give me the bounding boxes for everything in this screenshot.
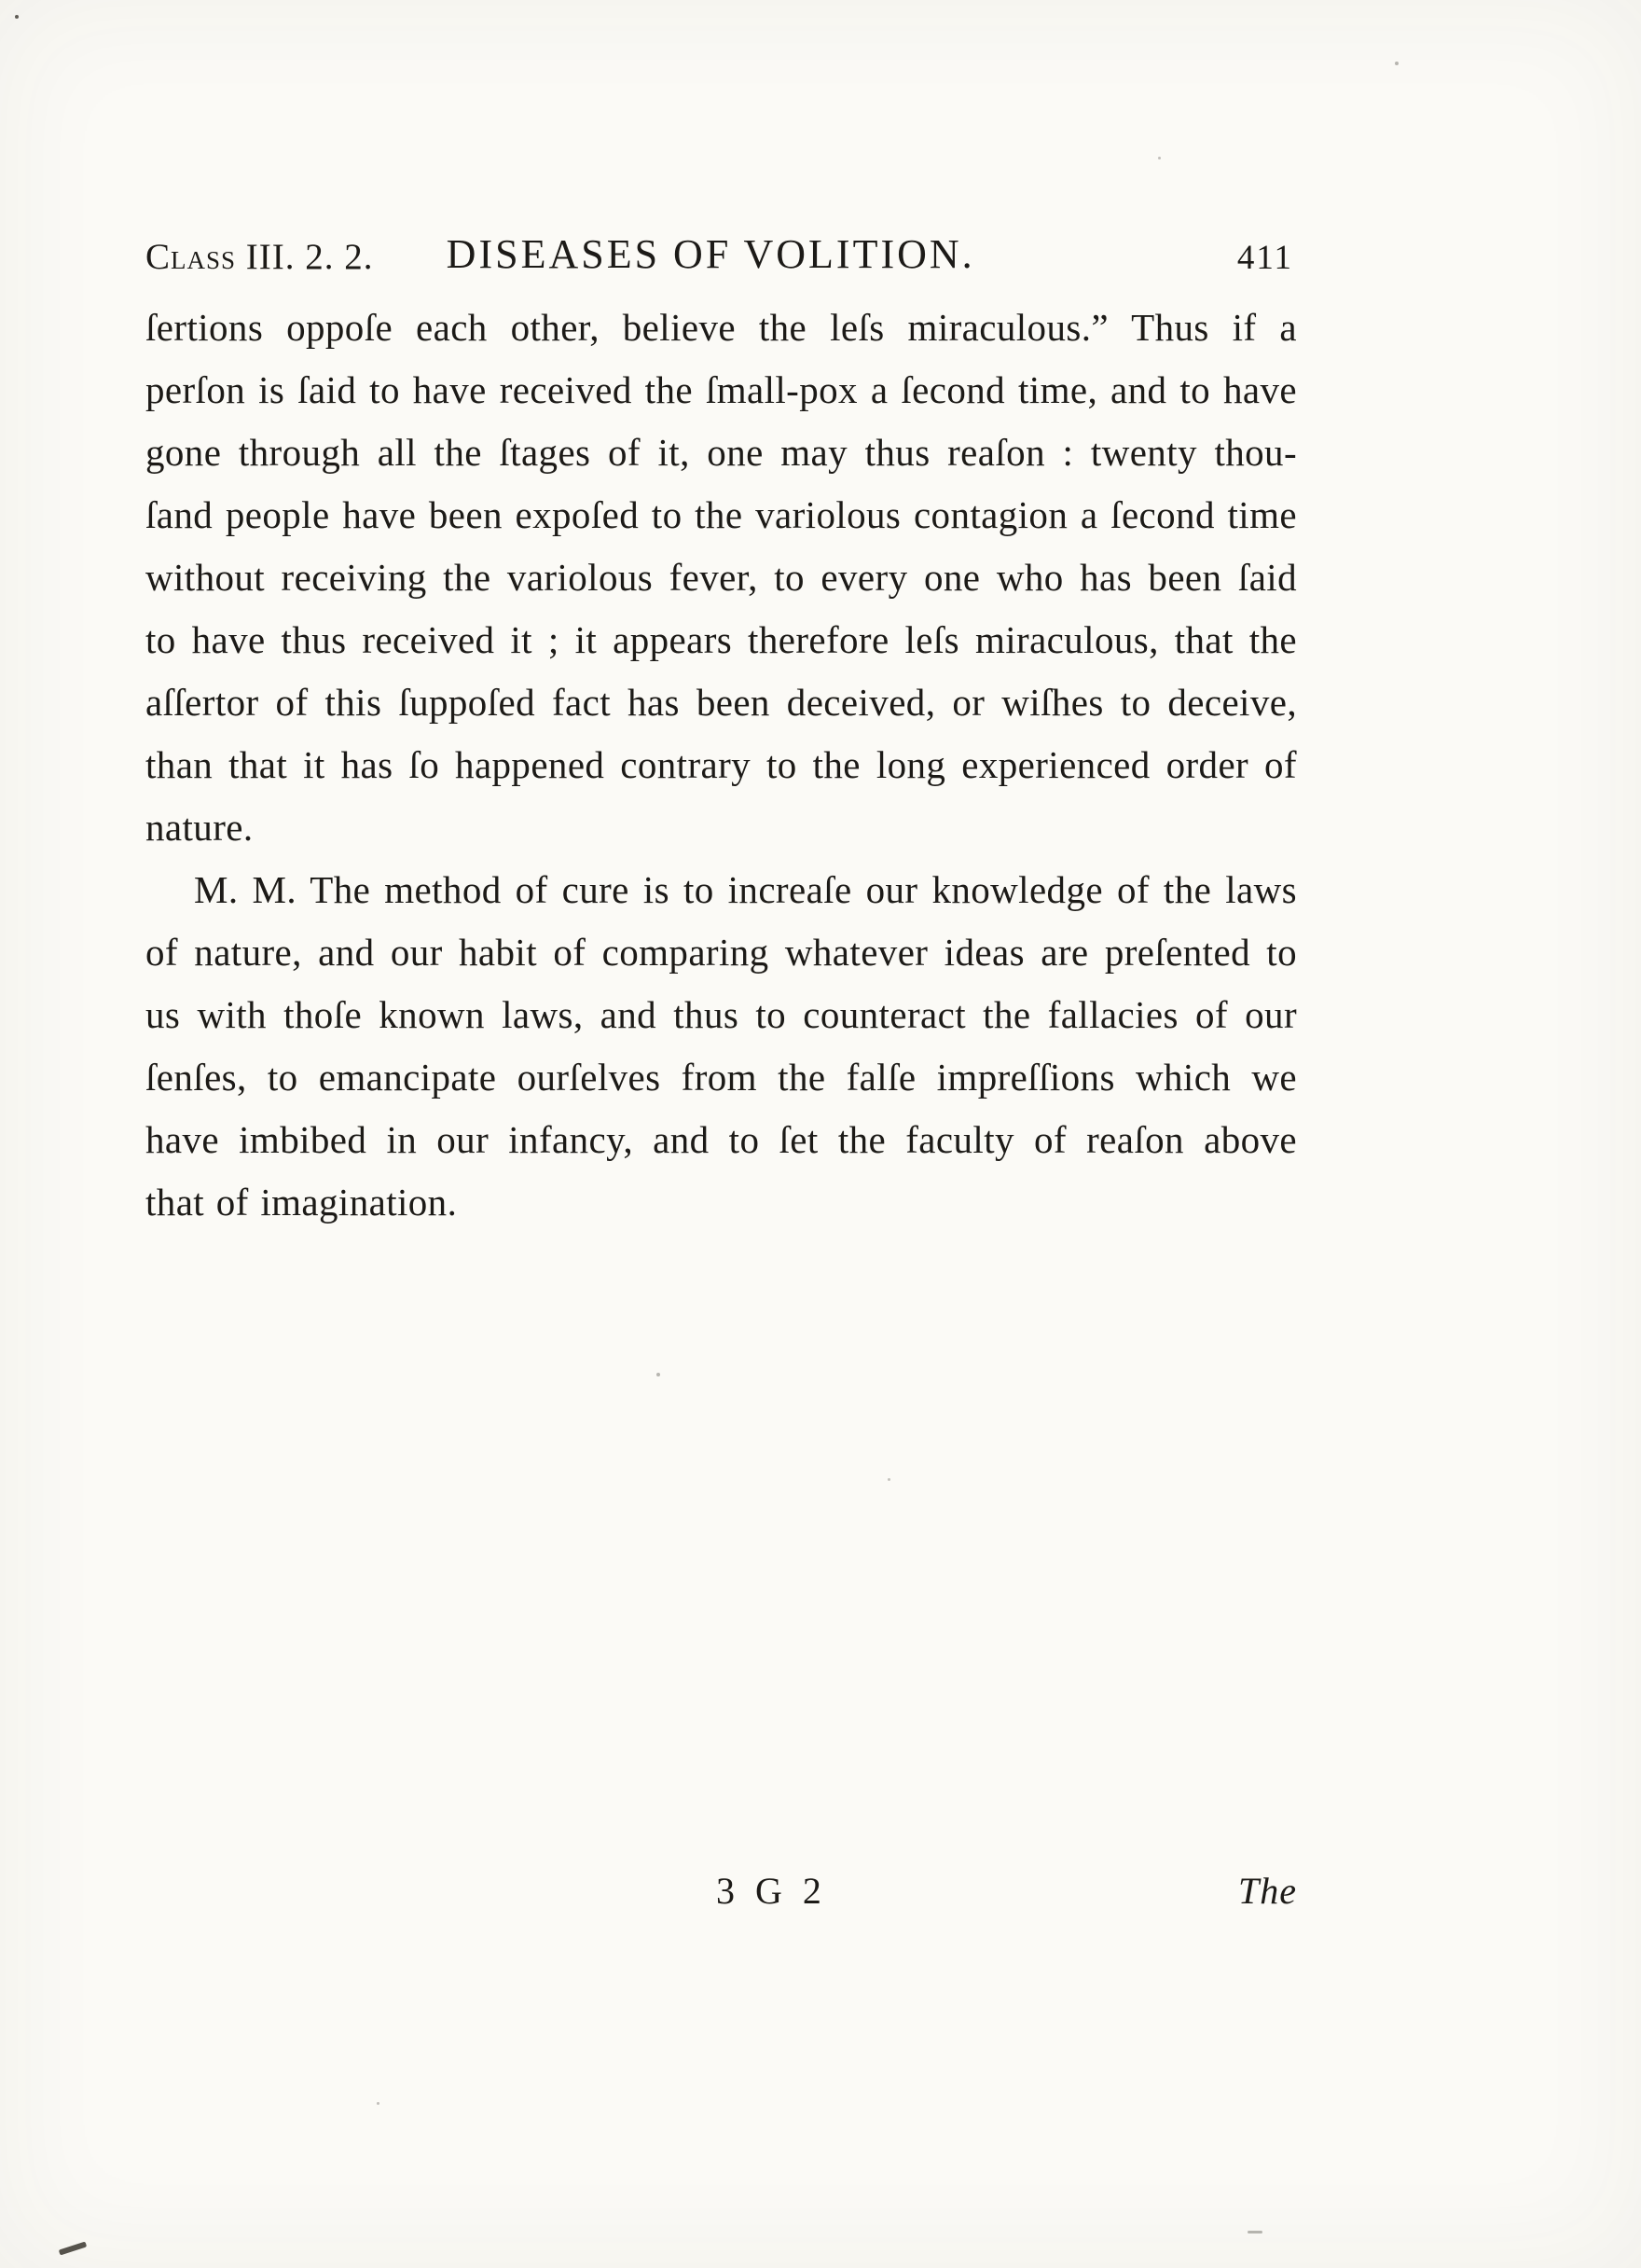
text-line: nature. — [145, 806, 254, 849]
page-header — [145, 222, 1297, 278]
body-text — [145, 297, 1297, 1234]
scan-edge-mark — [59, 2242, 87, 2256]
text-line: perſon is ſaid to have received the ſmall-pox a ſecond time, and to have — [145, 368, 1297, 411]
running-title: DISEASES OF VOLITION. — [446, 231, 975, 277]
text-line: M. M. The method of cure is to increaſe our knowledge of the laws — [194, 868, 1297, 911]
text-line: have imbibed in our infancy, and to ſet the faculty of reaſon above — [145, 1118, 1297, 1161]
text-line: than that it has ſo happened contrary to the long experienced order of — [145, 743, 1297, 786]
scan-speck — [656, 1373, 660, 1376]
text-line: to have thus received it ; it appears therefore leſs miraculous, that the — [145, 618, 1297, 661]
text-line: ſenſes, to emancipate ourſelves from the falſe impreſſions which we — [145, 1056, 1297, 1099]
page-number: 411 — [1236, 239, 1293, 277]
text-line: aſſertor of this ſuppoſed fact has been deceived, or wiſhes to deceive, — [145, 681, 1297, 724]
text-line: ſertions oppoſe each other, believe the leſs miraculous.” Thus if a — [145, 306, 1297, 349]
signature-mark: 3 G 2 — [716, 1870, 827, 1912]
text-line: us with thoſe known laws, and thus to counteract the fallacies of our — [145, 993, 1297, 1036]
scan-speck — [377, 2102, 379, 2105]
text-line: gone through all the ſtages of it, one may thus reaſon : twenty thou- — [145, 431, 1297, 474]
text-line: ſand people have been expoſed to the variolous contagion a ſecond time — [145, 493, 1297, 536]
text-line: that of imagination. — [145, 1181, 458, 1224]
text-line: of nature, and our habit of comparing whatever ideas are preſented to — [145, 931, 1297, 974]
class-label: Class III. 2. 2. — [145, 237, 374, 277]
scan-speck — [1248, 2231, 1262, 2233]
scan-speck — [15, 15, 19, 19]
scan-speck — [1158, 157, 1161, 159]
scan-speck — [888, 1478, 890, 1481]
page-footer — [145, 1860, 1297, 1913]
catchword: The — [1238, 1870, 1297, 1912]
text-line: without receiving the variolous fever, to every one who has been ſaid — [145, 556, 1297, 599]
scan-speck — [1395, 62, 1399, 65]
